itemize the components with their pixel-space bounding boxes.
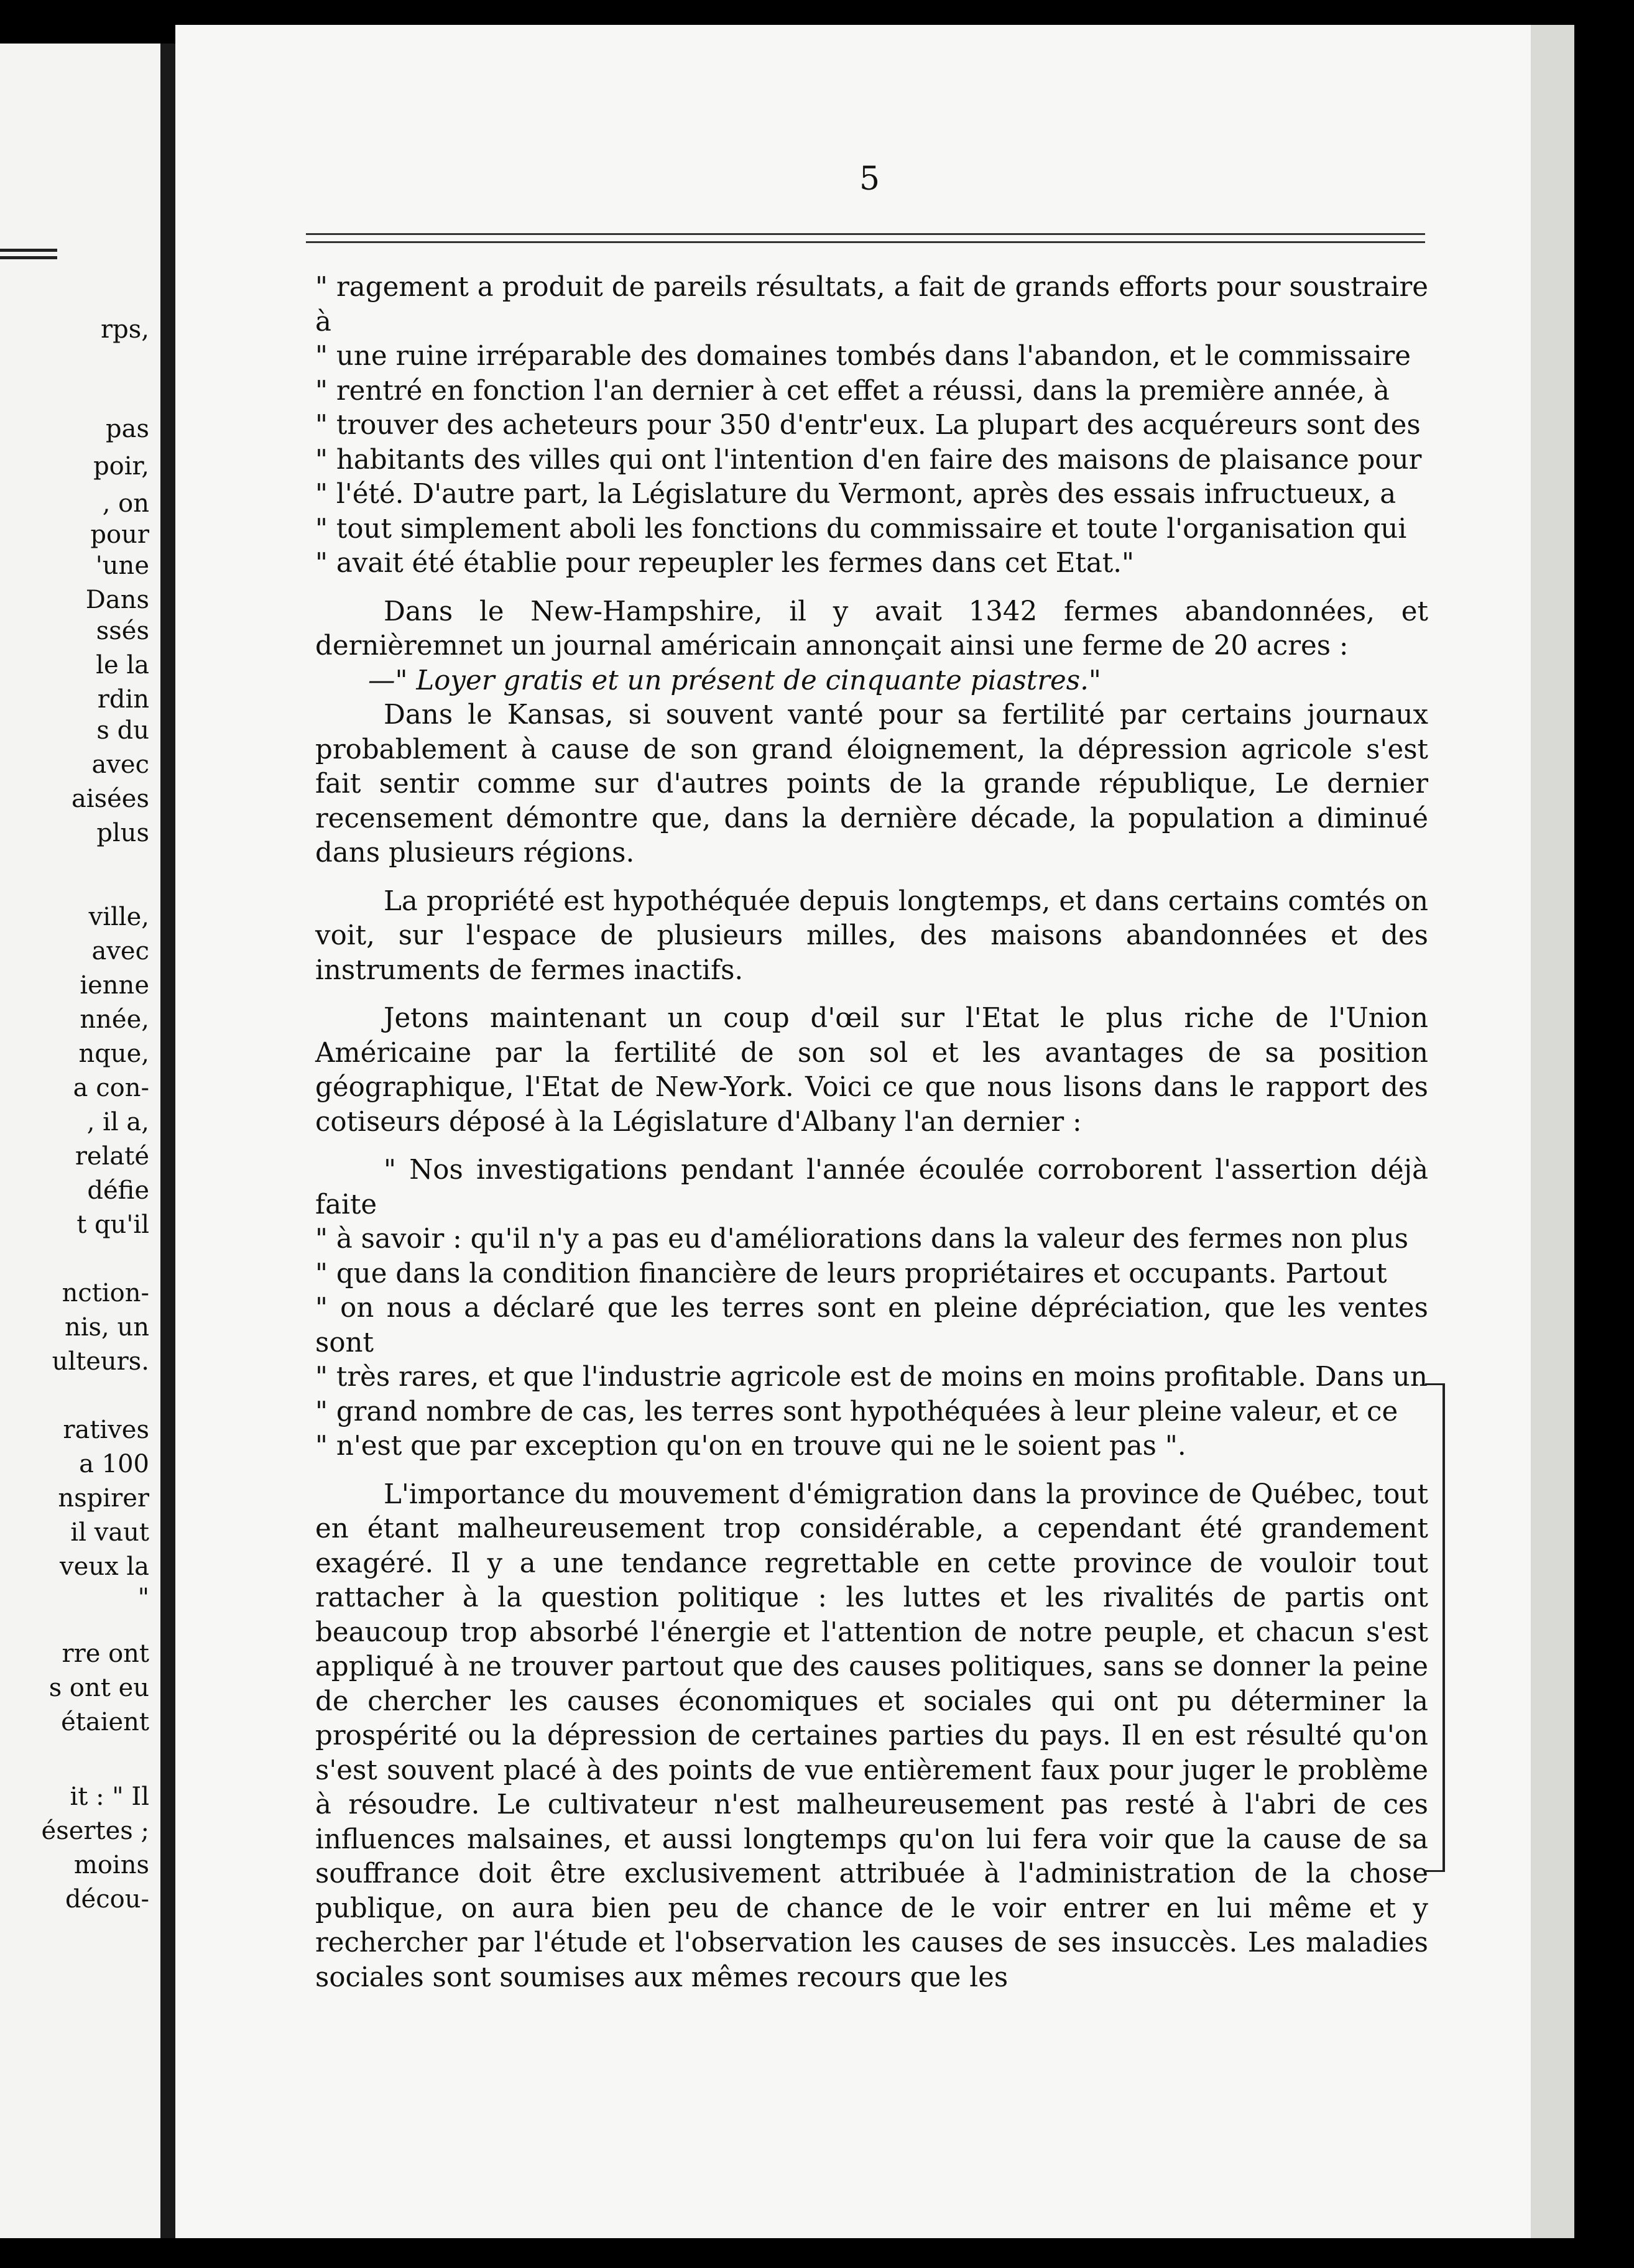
left-text-fragment: rps, [101, 315, 149, 344]
left-text-fragment: poir, [93, 452, 149, 481]
left-text-fragment: avec [91, 750, 149, 779]
left-text-fragment: nnée, [80, 1005, 149, 1034]
left-text-fragment: étaient [61, 1708, 149, 1736]
left-text-fragment: " [137, 1583, 149, 1612]
left-text-fragment: it : " Il [70, 1782, 149, 1811]
left-text-fragment: , il a, [86, 1108, 149, 1136]
left-text-fragment: 'une [95, 551, 149, 580]
quotation-line: " Nos investigations pendant l'année écoulée corroborent l'assertion déjà faite [315, 1155, 1428, 1220]
italic-motto: —" Loyer gratis et un présent de cinquante piastres." [368, 665, 1101, 696]
left-text-fragment: il vaut [70, 1518, 149, 1547]
left-text-fragment: rdin [97, 685, 149, 714]
paragraph: Dans le New-Hampshire, il y avait 1342 fermes abandonnées, et dernièremnet un journal américain annonçait ainsi une ferme de 20 acres : [315, 596, 1428, 662]
margin-bracket [1425, 1383, 1445, 1872]
left-text-fragment: Dans [85, 586, 149, 614]
left-header-rule [0, 256, 57, 259]
left-text-fragment: ulteurs. [52, 1347, 149, 1376]
quotation-line: " avait été établie pour repeupler les fermes dans cet Etat." [315, 548, 1135, 579]
left-text-fragment: ssés [96, 617, 149, 645]
left-text-fragment: plus [96, 819, 149, 847]
main-page [175, 25, 1531, 2238]
quotation-line: " tout simplement aboli les fonctions du commissaire et toute l'organisation qui [315, 513, 1407, 545]
page-body [315, 270, 1428, 1995]
paragraph-gap [315, 871, 1428, 885]
left-text-fragment: t qu'il [76, 1210, 149, 1239]
quotation-line: " que dans la condition financière de leurs propriétaires et occupants. Partout [315, 1258, 1387, 1289]
left-text-fragment: défie [87, 1176, 149, 1205]
left-text-fragment: s du [96, 716, 149, 745]
left-text-fragment: pas [106, 415, 149, 443]
quotation-line: " n'est que par exception qu'on en trouve qui ne le soient pas ". [315, 1431, 1186, 1462]
left-text-fragment: s ont eu [48, 1674, 149, 1702]
left-text-fragment: pour [90, 520, 149, 549]
quotation-line: " très rares, et que l'industrie agricole est de moins en moins profitable. Dans un [315, 1362, 1428, 1393]
left-text-fragment: aisées [71, 785, 149, 813]
quotation-line: " rentré en fonction l'an dernier à cet effet a réussi, dans la première année, à [315, 375, 1390, 407]
paragraph-gap [315, 581, 1428, 595]
left-text-fragment: nis, un [64, 1313, 149, 1342]
quotation-line: " à savoir : qu'il n'y a pas eu d'améliorations dans la valeur des fermes non plus [315, 1224, 1409, 1255]
quotation-line: " l'été. D'autre part, la Législature du Vermont, après des essais infructueux, a [315, 479, 1396, 510]
paragraph-gap [315, 1140, 1428, 1153]
left-text-fragment: a con- [73, 1074, 149, 1102]
left-text-fragment: nque, [78, 1040, 149, 1068]
page-edge [1531, 25, 1574, 2238]
left-text-fragment: ésertes ; [41, 1817, 149, 1845]
quotation-line: " trouver des acheteurs pour 350 d'entr'eux. La plupart des acquéreurs sont des [315, 410, 1421, 441]
paragraph: Jetons maintenant un coup d'œil sur l'Etat le plus riche de l'Union Américaine par la fertilité de son sol et les avantages de sa position géographique, l'Etat de New-York. Voici ce que nous lisons dans le rapport des cotiseurs déposé à la Législature d'Albany l'an dernier : [315, 1003, 1428, 1138]
left-text-fragment: nspirer [58, 1484, 149, 1513]
paragraph: L'importance du mouvement d'émigration dans la province de Québec, tout en étant malheureusement trop considérable, a cependant été grandement exagéré. Il y a une tendance regrettable en cette province de vouloir tout rattacher à la question politique : les luttes et les rivalités de partis ont beaucoup trop absorbé l'énergie et l'attention de notre peuple, et chacun s'est appliqué à ne trouver partout que des causes politiques, sans se donner la peine de chercher les causes économiques et sociales qui ont pu déterminer la prospérité ou la dépression de certaines parties du pays. Il en est résulté qu'on s'est souvent placé à des points de vue entièrement faux pour juger le problème à résoudre. Le cultivateur n'est malheureusement pas resté à l'abri de ces influences malsaines, et aussi longtemps qu'on lui fera voir que la cause de sa souffrance doit être exclusivement attribuée à l'administration de la chose publique, on aura bien peu de chance de le voir entrer en lui même et y rechercher par l'étude et l'observation les causes de ses insuccès. Les maladies sociales sont soumises aux mêmes recours que les [315, 1478, 1428, 1993]
book-gutter [160, 44, 175, 2238]
left-text-fragment: ratives [63, 1416, 149, 1444]
left-text-fragment: veux la [60, 1552, 149, 1581]
left-text-fragment: nction- [62, 1279, 149, 1307]
paragraph-gap [315, 1464, 1428, 1478]
quotation-block [315, 1153, 1428, 1464]
quotation-line: " une ruine irréparable des domaines tombés dans l'abandon, et le commissaire [315, 341, 1411, 372]
left-text-fragment: a 100 [79, 1450, 149, 1478]
left-text-fragment: avec [91, 937, 149, 966]
page-number: 5 [859, 160, 880, 198]
quotation-line: " on nous a déclaré que les terres sont en pleine dépréciation, que les ventes sont [315, 1293, 1428, 1358]
quotation-line: " grand nombre de cas, les terres sont hypothéquées à leur pleine valeur, et ce [315, 1396, 1398, 1427]
left-header-rule [0, 249, 57, 252]
left-text-fragment: moins [73, 1851, 149, 1879]
header-rule [306, 233, 1425, 243]
left-page-fragment [0, 44, 160, 2238]
left-text-fragment: , on [102, 489, 149, 518]
left-text-fragment: relaté [75, 1142, 149, 1171]
paragraph-gap [315, 988, 1428, 1002]
paragraph: Dans le Kansas, si souvent vanté pour sa fertilité par certains journaux probablement à cause de son grand éloignement, la dépression agricole s'est fait sentir comme sur d'autres points de la grande république, Le dernier recensement démontre que, dans la dernière décade, la population a diminué dans plusieurs régions. [315, 699, 1428, 869]
left-text-fragment: décou- [65, 1885, 149, 1914]
quotation-block [315, 270, 1428, 581]
left-text-fragment: ville, [88, 903, 149, 931]
quotation-line: " ragement a produit de pareils résultats, a fait de grands efforts pour soustraire à [315, 272, 1428, 338]
paragraph: La propriété est hypothéquée depuis longtemps, et dans certains comtés on voit, sur l'espace de plusieurs milles, des maisons abandonnées et des instruments de fermes inactifs. [315, 885, 1428, 986]
left-text-fragment: le la [96, 651, 149, 680]
left-text-fragment: ienne [80, 971, 149, 1000]
quotation-line: " habitants des villes qui ont l'intention d'en faire des maisons de plaisance pour [315, 444, 1422, 476]
left-text-fragment: rre ont [62, 1639, 149, 1668]
